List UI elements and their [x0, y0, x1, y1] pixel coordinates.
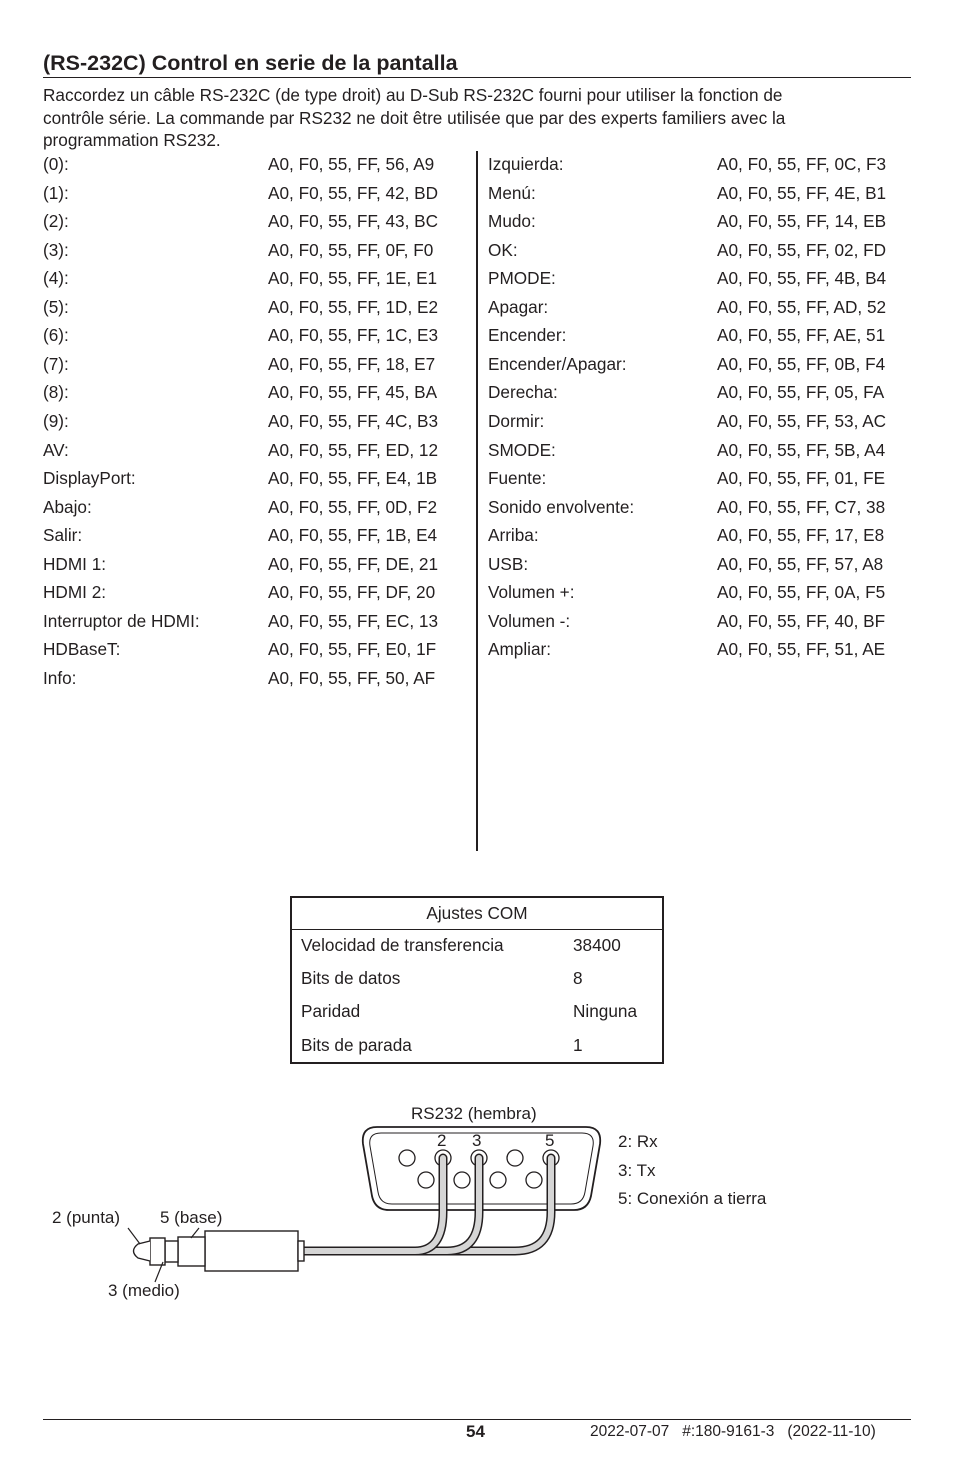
- rs232-wiring-diagram: [0, 1090, 954, 1310]
- command-code: A0, F0, 55, FF, 1E, E1: [268, 268, 438, 289]
- command-label: Apagar:: [488, 296, 549, 317]
- page-title: (RS-232C) Control en serie de la pantalla: [43, 50, 911, 78]
- command-label: DisplayPort:: [43, 468, 136, 489]
- command-code: A0, F0, 55, FF, AD, 52: [717, 296, 887, 317]
- command-code: A0, F0, 55, FF, 4B, B4: [717, 268, 887, 289]
- command-code: A0, F0, 55, FF, ED, 12: [268, 439, 439, 460]
- intro-line: contrôle série. La commande par RS232 ne doit être utilisée que par des experts familiers avec la: [43, 107, 786, 128]
- command-label: Volumen -:: [488, 610, 571, 631]
- command-code: A0, F0, 55, FF, DE, 21: [268, 553, 439, 574]
- command-code: A0, F0, 55, FF, EC, 13: [268, 610, 439, 631]
- com-settings-header: Ajustes COM: [292, 898, 662, 930]
- command-label: (7):: [43, 353, 69, 374]
- db9-pin-8: [490, 1172, 506, 1188]
- command-code: A0, F0, 55, FF, 1C, E3: [268, 325, 439, 346]
- com-settings-row: [292, 995, 662, 1028]
- audio-jack-plug: [134, 1231, 305, 1271]
- command-code: A0, F0, 55, FF, 43, BC: [268, 211, 439, 232]
- command-code: A0, F0, 55, FF, 0F, F0: [268, 239, 434, 260]
- command-label: Abajo:: [43, 496, 92, 517]
- command-label: Izquierda:: [488, 154, 564, 174]
- com-setting-value: 38400: [573, 935, 621, 955]
- command-code: A0, F0, 55, FF, AE, 51: [717, 325, 886, 346]
- com-setting-value: Ninguna: [573, 1001, 638, 1021]
- command-code: A0, F0, 55, FF, 0B, F4: [717, 353, 886, 374]
- com-setting-name: Paridad: [301, 1001, 361, 1021]
- command-code: A0, F0, 55, FF, 02, FD: [717, 239, 887, 260]
- tip-leader-line: [128, 1228, 140, 1244]
- plug-tip-label: 2 (punta): [52, 1208, 121, 1227]
- db9-pin-7: [454, 1172, 470, 1188]
- command-code: A0, F0, 55, FF, 45, BA: [268, 382, 438, 403]
- intro-line: programmation RS232.: [43, 130, 221, 150]
- command-label: Encender/Apagar:: [488, 353, 627, 374]
- command-label: Info:: [43, 667, 77, 688]
- command-code: A0, F0, 55, FF, 17, E8: [717, 525, 885, 546]
- plug-base-label: 5 (base): [160, 1208, 223, 1227]
- pin-legend-item: 3: Tx: [618, 1161, 656, 1180]
- com-settings-row: [292, 929, 662, 962]
- command-code: A0, F0, 55, FF, DF, 20: [268, 582, 436, 603]
- command-label: Salir:: [43, 525, 83, 546]
- command-label: (4):: [43, 268, 69, 289]
- command-label: (1):: [43, 182, 69, 203]
- command-code: A0, F0, 55, FF, 56, A9: [268, 154, 435, 174]
- pin-number: 3: [472, 1131, 482, 1150]
- command-code: A0, F0, 55, FF, C7, 38: [717, 496, 886, 517]
- command-code: A0, F0, 55, FF, 0A, F5: [717, 582, 886, 603]
- command-label: (2):: [43, 211, 69, 232]
- command-code: A0, F0, 55, FF, 42, BD: [268, 182, 439, 203]
- command-label: (9):: [43, 410, 69, 431]
- command-code: A0, F0, 55, FF, 40, BF: [717, 610, 886, 631]
- command-label: Menú:: [488, 182, 536, 203]
- command-label: PMODE:: [488, 268, 556, 289]
- command-label: (6):: [43, 325, 69, 346]
- com-setting-value: 8: [573, 968, 583, 988]
- command-label: Ampliar:: [488, 639, 552, 660]
- command-label: Dormir:: [488, 410, 545, 431]
- column-divider: [476, 151, 478, 851]
- intro-paragraph: [43, 84, 913, 152]
- command-label: (3):: [43, 239, 69, 260]
- command-label: (5):: [43, 296, 69, 317]
- pin-number: 2: [437, 1131, 447, 1150]
- command-label: AV:: [43, 439, 69, 460]
- command-label: Derecha:: [488, 382, 558, 403]
- plug-middle-label: 3 (medio): [108, 1281, 180, 1300]
- command-code: A0, F0, 55, FF, E0, 1F: [268, 639, 437, 660]
- command-label: USB:: [488, 553, 529, 574]
- db9-pin-4: [507, 1150, 523, 1166]
- command-code: A0, F0, 55, FF, 5B, A4: [717, 439, 886, 460]
- com-setting-name: Velocidad de transferencia: [301, 935, 504, 955]
- command-code: A0, F0, 55, FF, 05, FA: [717, 382, 885, 403]
- command-label: Interruptor de HDMI:: [43, 610, 200, 631]
- command-label: HDMI 1:: [43, 553, 107, 574]
- com-settings-row: [292, 1029, 662, 1062]
- command-label: SMODE:: [488, 439, 556, 460]
- com-setting-name: Bits de parada: [301, 1035, 412, 1055]
- command-label: (0):: [43, 154, 69, 174]
- command-code: A0, F0, 55, FF, 01, FE: [717, 468, 886, 489]
- db9-pin-6: [418, 1172, 434, 1188]
- com-settings-row: [292, 962, 662, 995]
- command-code: A0, F0, 55, FF, 0D, F2: [268, 496, 438, 517]
- footer-divider: [43, 1419, 911, 1420]
- pin-number: 5: [545, 1131, 555, 1150]
- command-code: A0, F0, 55, FF, 14, EB: [717, 211, 887, 232]
- command-code: A0, F0, 55, FF, 1D, E2: [268, 296, 439, 317]
- command-code: A0, F0, 55, FF, 4E, B1: [717, 182, 887, 203]
- document-reference: 2022-07-07 #:180-9161-3 (2022-11-10): [590, 1423, 876, 1440]
- page-number: 54: [466, 1422, 485, 1441]
- command-code: A0, F0, 55, FF, 18, E7: [268, 353, 436, 374]
- command-label: Mudo:: [488, 211, 536, 232]
- db9-pin-1: [399, 1150, 415, 1166]
- command-label: Fuente:: [488, 468, 547, 489]
- command-label: OK:: [488, 239, 518, 260]
- command-label: Volumen +:: [488, 582, 575, 603]
- com-settings-table: [290, 896, 664, 1064]
- com-setting-value: 1: [573, 1035, 583, 1055]
- command-code: A0, F0, 55, FF, 57, A8: [717, 553, 884, 574]
- intro-line: Raccordez un câble RS-232C (de type droit) au D-Sub RS-232C fourni pour utiliser la fonction de: [43, 85, 783, 105]
- pin-legend-item: 2: Rx: [618, 1132, 658, 1151]
- command-code: A0, F0, 55, FF, 53, AC: [717, 410, 887, 431]
- command-label: HDBaseT:: [43, 639, 121, 660]
- db9-pin-9: [526, 1172, 542, 1188]
- command-code: A0, F0, 55, FF, 51, AE: [717, 639, 886, 660]
- pin-legend-item: 5: Conexión a tierra: [618, 1189, 767, 1208]
- connector-label: RS232 (hembra): [411, 1104, 537, 1123]
- command-label: Arriba:: [488, 525, 539, 546]
- command-code: A0, F0, 55, FF, 50, AF: [268, 667, 436, 688]
- command-code: A0, F0, 55, FF, 0C, F3: [717, 154, 887, 174]
- command-code: A0, F0, 55, FF, 4C, B3: [268, 410, 439, 431]
- command-code: A0, F0, 55, FF, E4, 1B: [268, 468, 438, 489]
- command-label: HDMI 2:: [43, 582, 107, 603]
- command-label: (8):: [43, 382, 69, 403]
- com-setting-name: Bits de datos: [301, 968, 401, 988]
- command-label: Encender:: [488, 325, 567, 346]
- command-label: Sonido envolvente:: [488, 496, 635, 517]
- command-code: A0, F0, 55, FF, 1B, E4: [268, 525, 438, 546]
